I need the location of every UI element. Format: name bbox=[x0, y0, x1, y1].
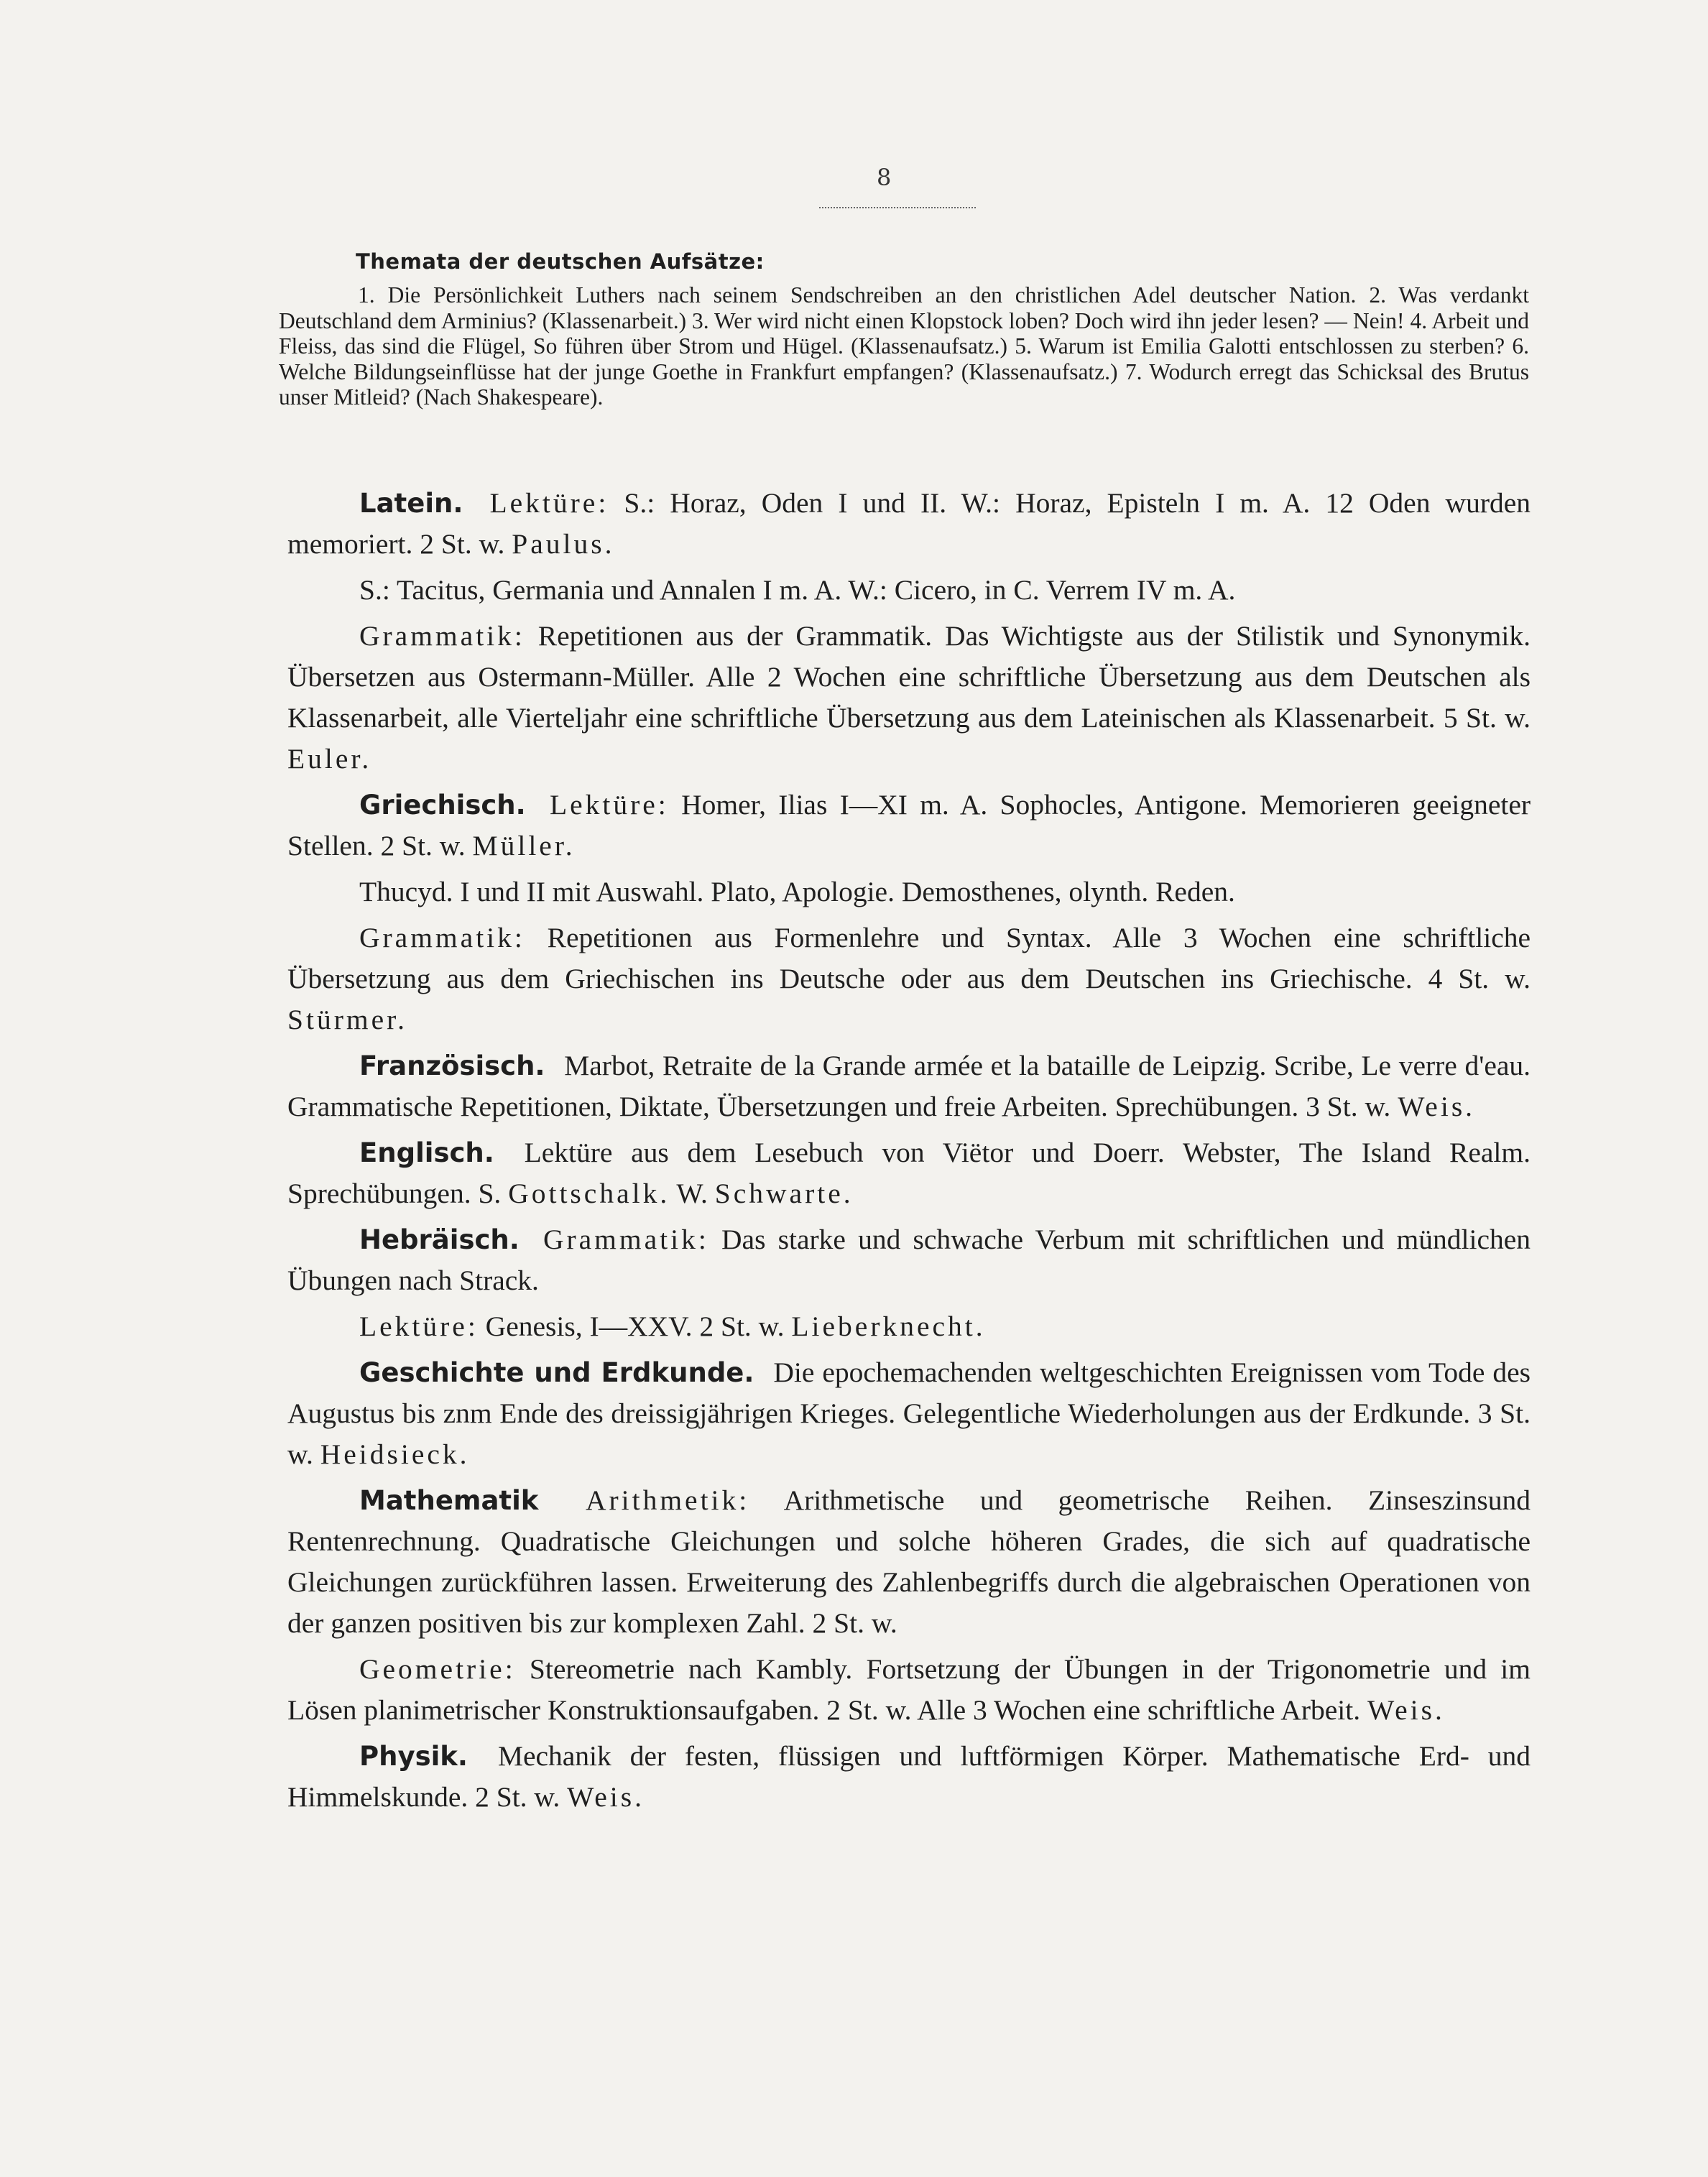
greek-grammar-teacher: Stürmer. bbox=[287, 1004, 407, 1035]
physics-paragraph bbox=[287, 1736, 1531, 1818]
latin-paragraph-grammar bbox=[287, 616, 1531, 780]
subject-name-english: Englisch. bbox=[359, 1137, 494, 1168]
subjects-list bbox=[287, 483, 1531, 1823]
latin-grammar-label: Grammatik: bbox=[359, 620, 525, 652]
greek-reading-label: Lektüre: bbox=[549, 789, 669, 821]
french-teacher: Weis. bbox=[1398, 1091, 1476, 1122]
english-winter-mark: W. bbox=[676, 1178, 708, 1209]
latin-grammar-teacher: Euler. bbox=[287, 743, 372, 775]
subject-name-math: Mathematik bbox=[359, 1485, 539, 1516]
hebrew-paragraph-grammar bbox=[287, 1219, 1531, 1301]
subject-name-hebrew: Hebräisch. bbox=[359, 1224, 520, 1255]
subject-name-french: Französisch. bbox=[359, 1050, 545, 1081]
english-teacher-winter: Schwarte. bbox=[714, 1178, 854, 1209]
french-text: Marbot, Retraite de la Grande armée et la bataille de Leipzig. Scribe, Le verre d'eau. Grammatische Repetitionen, Diktate, Übersetzungen und freie Arbeiten. Sprechübungen. 3 St. w. bbox=[287, 1050, 1531, 1122]
hebrew-reading-text: Genesis, I—XXV. 2 St. w. bbox=[485, 1311, 785, 1342]
subject-name-greek: Griechisch. bbox=[359, 790, 526, 821]
greek-grammar-label: Grammatik: bbox=[359, 922, 525, 953]
hebrew-grammar-text: Das starke und schwache Verbum mit schriftlichen und mündlichen Übungen nach Strack. bbox=[287, 1224, 1531, 1296]
physics-teacher: Weis. bbox=[567, 1781, 645, 1813]
latin-paragraph-reading bbox=[287, 483, 1531, 565]
history-teacher: Heidsieck. bbox=[320, 1438, 470, 1470]
math-arithmetic-text: Arithmetische und geometrische Reihen. Zinseszinsund Rentenrechnung. Quadratische Gleichungen und solche höheren Grades, die sich auf quadratische Gleichungen zurückführen lassen. Erweiterung des Zahlenbegriffs durch die algebraischen Operationen von der ganzen positiven bis zur komplexen Zahl. 2 St. w. bbox=[287, 1484, 1531, 1639]
latin-teacher: Paulus. bbox=[512, 528, 615, 560]
page-number: 8 bbox=[877, 164, 892, 191]
latin-reading-text: S.: Horaz, Oden I und II. W.: Horaz, Episteln I m. A. 12 Oden wurden memoriert. 2 St. w. bbox=[287, 487, 1531, 560]
physics-text: Mechanik der festen, flüssigen und luftförmigen Körper. Mathematische Erd- und Himmelskunde. 2 St. w. bbox=[287, 1740, 1531, 1813]
subject-name-latin: Latein. bbox=[359, 488, 463, 519]
essay-topics-text: 1. Die Persönlichkeit Luthers nach seinem Sendschreiben an den christlichen Adel deutscher Nation. 2. Was verdankt Deutschland dem Arminius? (Klassenarbeit.) 3. Wer wird nicht einen Klopstock loben? Doch wird ihn jeder lesen? — Nein! 4. Arbeit und Fleiss, das sind die Flügel, So führen über Strom und Hügel. (Klassenaufsatz.) 5. Warum ist Emilia Galotti entschlossen zu sterben? 6. Welche Bildungseinflüsse hat der junge Goethe in Frankfurt empfangen? (Klassenaufsatz.) 7. Wodurch erregt das Schicksal des Brutus unser Mitleid? (Nach Shakespeare). bbox=[279, 282, 1529, 410]
french-paragraph bbox=[287, 1045, 1531, 1127]
greek-paragraph-reading bbox=[287, 785, 1531, 866]
hebrew-paragraph-reading bbox=[287, 1306, 1531, 1347]
hebrew-grammar-label: Grammatik: bbox=[543, 1224, 709, 1255]
essay-topics-heading: Themata der deutschen Aufsätze: bbox=[356, 249, 765, 274]
greek-paragraph-winter bbox=[287, 872, 1531, 912]
english-teacher-summer: Gottschalk. bbox=[508, 1178, 670, 1209]
hebrew-reading-label: Lektüre: bbox=[359, 1311, 479, 1342]
greek-grammar-text: Repetitionen aus Formenlehre und Syntax. Alle 3 Wochen eine schriftliche Übersetzung aus dem Griechischen ins Deutsche oder aus dem Deutschen ins Griechische. 4 St. w. bbox=[287, 922, 1531, 994]
greek-winter-text: Thucyd. I und II mit Auswahl. Plato, Apologie. Demosthenes, olynth. Reden. bbox=[359, 876, 1235, 907]
greek-teacher: Müller. bbox=[472, 830, 576, 861]
math-geometry-label: Geometrie: bbox=[359, 1653, 516, 1685]
hebrew-teacher: Lieberknecht. bbox=[791, 1311, 986, 1342]
page-number-rule bbox=[819, 203, 976, 208]
math-teacher: Weis. bbox=[1367, 1694, 1445, 1726]
history-paragraph bbox=[287, 1352, 1531, 1475]
math-paragraph-arithmetic bbox=[287, 1480, 1531, 1644]
english-text: Lektüre aus dem Lesebuch von Viëtor und Doerr. Webster, The Island Realm. Sprechübungen. S. bbox=[287, 1137, 1531, 1209]
latin-paragraph-winter bbox=[287, 570, 1531, 611]
greek-reading-text: Homer, Ilias I—XI m. A. Sophocles, Antigone. Memorieren geeigneter Stellen. 2 St. w. bbox=[287, 789, 1531, 861]
subject-name-physics: Physik. bbox=[359, 1741, 468, 1772]
math-arithmetic-label: Arithmetik: bbox=[585, 1484, 750, 1516]
latin-winter-text: S.: Tacitus, Germania und Annalen I m. A. W.: Cicero, in C. Verrem IV m. A. bbox=[359, 574, 1236, 606]
latin-reading-label: Lektüre: bbox=[489, 487, 609, 519]
latin-grammar-text: Repetitionen aus der Grammatik. Das Wichtigste aus der Stilistik und Synonymik. Übersetzen aus Ostermann-Müller. Alle 2 Wochen eine schriftliche Übersetzung aus dem Deutschen als Klassenarbeit, alle Vierteljahr eine schriftliche Übersetzung aus dem Lateinischen als Klassenarbeit. 5 St. w. bbox=[287, 620, 1531, 734]
math-paragraph-geometry bbox=[287, 1649, 1531, 1731]
greek-paragraph-grammar bbox=[287, 918, 1531, 1040]
history-text: Die epochemachenden weltgeschichten Ereignissen vom Tode des Augustus bis znm Ende des dreissigjährigen Krieges. Gelegentliche Wiederholungen aus der Erdkunde. 3 St. w. bbox=[287, 1356, 1531, 1470]
math-geometry-text: Stereometrie nach Kambly. Fortsetzung der Übungen in der Trigonometrie und im Lösen planimetrischer Konstruktionsaufgaben. 2 St. w. Alle 3 Wochen eine schriftliche Arbeit. bbox=[287, 1653, 1531, 1726]
subject-name-history: Geschichte und Erdkunde. bbox=[359, 1357, 754, 1388]
english-paragraph bbox=[287, 1132, 1531, 1214]
